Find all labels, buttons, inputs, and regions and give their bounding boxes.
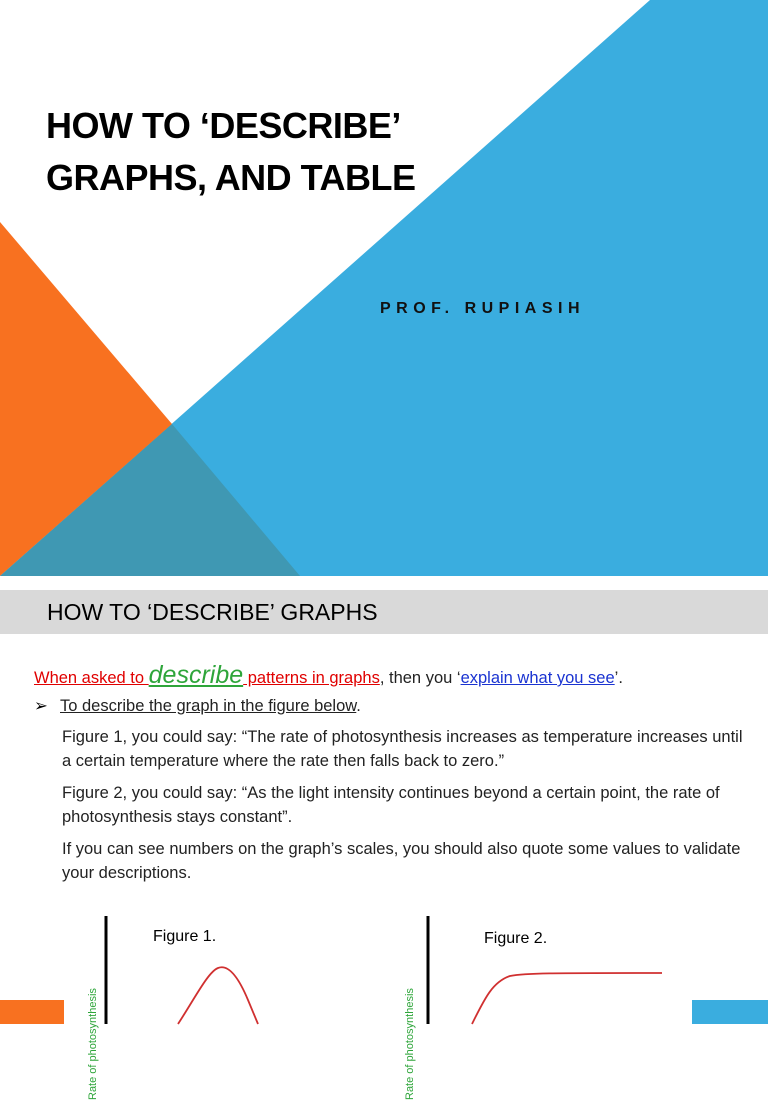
figure-2-ylabel: Rate of photosynthesis [404,988,416,1100]
author-name: PROF. RUPIASIH [380,300,586,317]
figure-1-ylabel: Rate of photosynthesis [87,988,99,1100]
header-band [0,590,768,634]
figure2-description: Figure 2, you could say: “As the light intensity continues beyond a certain point, the rate of photosynthesis stays constant”. [62,784,720,826]
intro-emphasis: describe [148,661,244,689]
content-slide [0,590,768,1100]
figure-2-label: Figure 2. [484,930,548,947]
blue-corner-accent [692,1000,768,1024]
figure-1-curve [178,967,258,1024]
intro-part-1: When asked to [34,669,149,687]
intro-part-4: ’. [614,669,623,687]
bullet-text: To describe the graph in the figure below [60,697,357,715]
intro-part-2: patterns in graphs [243,669,380,687]
values-advice: If you can see numbers on the graph’s scales, you should also quote some values to validate your descriptions. [62,840,741,882]
figure-2-graph [380,910,700,1024]
bullet-item [34,695,744,717]
explain-link[interactable]: explain what you see [460,669,615,687]
figure-2-curve [472,973,662,1024]
title-line-1: HOW TO ‘DESCRIBE’ [46,105,401,146]
arrow-bullet-icon: ➢ [34,697,48,715]
body-text [34,662,744,885]
figure-1-label: Figure 1. [153,928,217,945]
figure-2 [380,910,700,1100]
figure-1 [60,910,360,1100]
figure1-description: Figure 1, you could say: “The rate of photosynthesis increases as temperature increases until a certain temperature where the rate then falls back to zero.” [62,728,743,770]
title-line-2: GRAPHS, AND TABLE [46,157,416,198]
slide-title [46,100,466,204]
bullet-end: . [356,697,361,715]
intro-line [34,662,744,691]
slide-heading: HOW TO ‘DESCRIBE’ GRAPHS [47,599,378,625]
slide-gap [0,576,768,590]
intro-part-3: , then you ‘ [379,669,461,687]
orange-corner-accent [0,1000,64,1024]
